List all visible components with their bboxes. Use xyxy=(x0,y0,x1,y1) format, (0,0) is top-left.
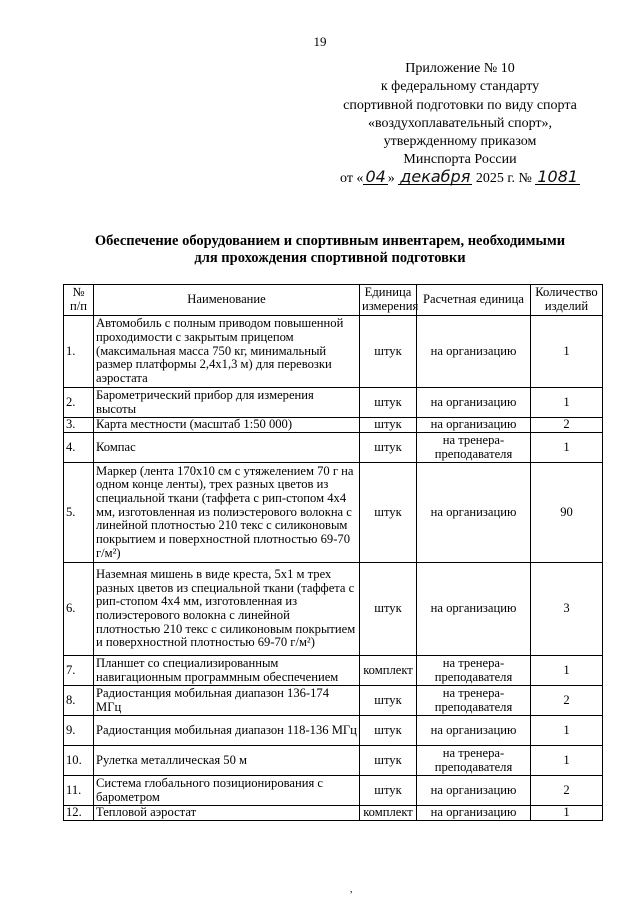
cell-name: Барометрический прибор для измерения высоты xyxy=(94,388,360,418)
header-num: № п/п xyxy=(64,285,94,316)
table-row xyxy=(64,463,603,563)
table-row xyxy=(64,746,603,776)
day-close: » xyxy=(387,170,395,186)
table-row xyxy=(64,433,603,463)
cell-calc: на тренера-преподавателя xyxy=(417,656,531,686)
cell-unit: штук xyxy=(360,388,417,418)
order-date-line xyxy=(340,166,580,188)
cell-calc: на организацию xyxy=(417,316,531,388)
header-calc: Расчетная единица xyxy=(417,285,531,316)
cell-num: 7. xyxy=(64,656,94,686)
table-row xyxy=(64,656,603,686)
cell-num: 5. xyxy=(64,463,94,563)
cell-qty: 1 xyxy=(531,656,603,686)
cell-qty: 2 xyxy=(531,776,603,806)
header-unit: Единица измерения xyxy=(360,285,417,316)
handwritten-day: 04 xyxy=(365,166,386,186)
table-row xyxy=(64,716,603,746)
appendix-line-4: «воздухоплавательный спорт», xyxy=(367,115,553,131)
cell-calc: на организацию xyxy=(417,563,531,656)
handwritten-order-number: 1081 xyxy=(537,166,579,186)
appendix-line-1: Приложение № 10 xyxy=(405,61,515,76)
cell-calc: на организацию xyxy=(417,418,531,433)
cell-name: Система глобального позиционирования с барометром xyxy=(94,776,360,806)
appendix-header xyxy=(340,60,580,188)
cell-calc: на организацию xyxy=(417,463,531,563)
cell-name: Карта местности (масштаб 1:50 000) xyxy=(94,418,360,433)
cell-calc: на организацию xyxy=(417,388,531,418)
cell-num: 11. xyxy=(64,776,94,806)
cell-num: 8. xyxy=(64,686,94,716)
cell-num: 12. xyxy=(64,806,94,821)
cell-qty: 1 xyxy=(531,433,603,463)
table-row xyxy=(64,418,603,433)
cell-name: Компас xyxy=(94,433,360,463)
cell-name: Планшет со специализированным навигационным программным обеспечением xyxy=(94,656,360,686)
cell-name: Наземная мишень в виде креста, 5х1 м трех разных цветов из специальной ткани (таффета с рип-стопом 4х4 мм, изготовленная из полиэстерового волокна с линейной плотностью 210 текс с силиконовым покрытием и поверхностной плотностью 69-70 г/м²) xyxy=(94,563,360,656)
header-name: Наименование xyxy=(94,285,360,316)
cell-unit: штук xyxy=(360,316,417,388)
cell-unit: штук xyxy=(360,463,417,563)
equipment-table xyxy=(63,284,603,821)
cell-calc: на тренера-преподавателя xyxy=(417,746,531,776)
cell-qty: 3 xyxy=(531,563,603,656)
cell-num: 3. xyxy=(64,418,94,433)
title-line-2: для прохождения спортивной подготовки xyxy=(194,250,466,266)
scan-mark: , xyxy=(350,884,353,895)
cell-calc: на организацию xyxy=(417,806,531,821)
cell-qty: 2 xyxy=(531,418,603,433)
cell-calc: на организацию xyxy=(417,776,531,806)
table-row xyxy=(64,686,603,716)
cell-num: 4. xyxy=(64,433,94,463)
cell-unit: штук xyxy=(360,433,417,463)
table-row xyxy=(64,316,603,388)
cell-calc: на тренера-преподавателя xyxy=(417,433,531,463)
cell-qty: 1 xyxy=(531,716,603,746)
document-title xyxy=(60,233,600,267)
cell-unit: комплект xyxy=(360,806,417,821)
cell-qty: 2 xyxy=(531,686,603,716)
cell-calc: на тренера-преподавателя xyxy=(417,686,531,716)
appendix-line-2: к федеральному стандарту xyxy=(380,79,540,95)
cell-name: Тепловой аэростат xyxy=(94,806,360,821)
table-row xyxy=(64,388,603,418)
page-number: 19 xyxy=(313,34,327,49)
cell-qty: 1 xyxy=(531,388,603,418)
cell-name: Рулетка металлическая 50 м xyxy=(94,746,360,776)
table-row xyxy=(64,806,603,821)
cell-num: 2. xyxy=(64,388,94,418)
header-qty: Количество изделий xyxy=(531,285,603,316)
cell-unit: штук xyxy=(360,686,417,716)
cell-unit: штук xyxy=(360,716,417,746)
appendix-line-3: спортивной подготовки по виду спорта xyxy=(343,97,577,113)
cell-unit: штук xyxy=(360,776,417,806)
appendix-line-5: утвержденному приказом xyxy=(383,134,537,150)
cell-num: 6. xyxy=(64,563,94,656)
year-part: 2025 г. № xyxy=(475,170,532,186)
appendix-line-6: Минспорта России xyxy=(403,152,517,168)
date-prefix: от « xyxy=(340,170,364,186)
cell-unit: штук xyxy=(360,746,417,776)
cell-qty: 90 xyxy=(531,463,603,563)
cell-calc: на организацию xyxy=(417,716,531,746)
cell-num: 9. xyxy=(64,716,94,746)
cell-name: Автомобиль с полным приводом повышенной проходимости с закрытым прицепом (максимальная масса 750 кг, минимальный размер платформы 2,4х1,3 м) для перевозки аэростата xyxy=(94,316,360,388)
table-row xyxy=(64,563,603,656)
cell-name: Радиостанция мобильная диапазон 136-174 МГц xyxy=(94,686,360,716)
cell-unit: штук xyxy=(360,418,417,433)
cell-name: Маркер (лента 170х10 см с утяжелением 70 г на одном конце ленты), трех разных цветов из специальной ткани (таффета с рип-стопом 4х4 мм, изготовленная из полиэстерового волокна с линейной плотностью 210 текс с силиконовым покрытием и поверхностной плотностью 69-70 г/м²) xyxy=(94,463,360,563)
cell-num: 10. xyxy=(64,746,94,776)
title-line-1: Обеспечение оборудованием и спортивным инвентарем, необходимыми xyxy=(94,233,566,249)
cell-qty: 1 xyxy=(531,316,603,388)
cell-name: Радиостанция мобильная диапазон 118-136 МГц xyxy=(94,716,360,746)
cell-num: 1. xyxy=(64,316,94,388)
cell-qty: 1 xyxy=(531,746,603,776)
cell-unit: комплект xyxy=(360,656,417,686)
table-header-row xyxy=(64,285,603,316)
table-row xyxy=(64,776,603,806)
handwritten-month: декабря xyxy=(400,166,471,186)
cell-qty: 1 xyxy=(531,806,603,821)
cell-unit: штук xyxy=(360,563,417,656)
